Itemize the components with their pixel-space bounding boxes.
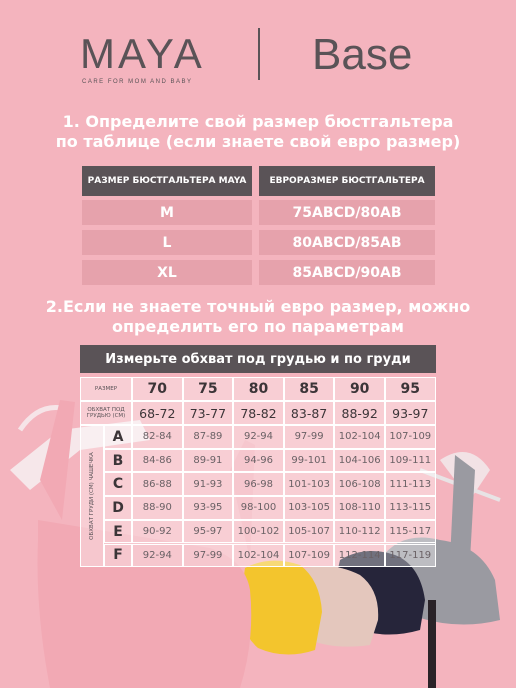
brand-tagline: CARE FOR MOM AND BABY bbox=[82, 79, 193, 85]
bust-range-cell: 98-100 bbox=[233, 496, 284, 520]
bust-range-cell: 107-109 bbox=[284, 544, 335, 568]
bust-range-cell: 95-97 bbox=[183, 520, 234, 544]
step2-heading bbox=[0, 297, 516, 337]
maya-size-cell: M bbox=[82, 200, 252, 225]
bust-range-cell: 106-108 bbox=[334, 472, 385, 496]
band-size-cell: 85 bbox=[284, 377, 335, 401]
bust-range-cell: 89-91 bbox=[183, 449, 234, 473]
bust-range-cell: 112-114 bbox=[334, 544, 385, 568]
bust-range-cell: 97-99 bbox=[284, 425, 335, 449]
underbust-range-cell: 68-72 bbox=[132, 401, 183, 425]
bust-range-cell: 100-102 bbox=[233, 520, 284, 544]
cup-letter-cell: C bbox=[104, 472, 132, 496]
band-size-cell: 95 bbox=[385, 377, 436, 401]
bust-column-label bbox=[80, 425, 104, 567]
step1-heading-line1: 1. Определите свой размер бюстгальтера bbox=[62, 112, 454, 131]
bust-range-cell: 117-119 bbox=[385, 544, 436, 568]
bust-range-cell: 102-104 bbox=[334, 425, 385, 449]
bust-range-cell: 115-117 bbox=[385, 520, 436, 544]
header-divider bbox=[258, 28, 260, 80]
bust-range-cell: 92-94 bbox=[233, 425, 284, 449]
bust-range-cell: 91-93 bbox=[183, 472, 234, 496]
bust-range-cell: 82-84 bbox=[132, 425, 183, 449]
bust-range-cell: 87-89 bbox=[183, 425, 234, 449]
euro-size-cell: 75ABCD/80AB bbox=[259, 200, 435, 225]
bust-range-cell: 107-109 bbox=[385, 425, 436, 449]
euro-size-header: ЕВРОРАЗМЕР БЮСТГАЛЬТЕРА bbox=[259, 166, 435, 196]
maya-size-header: РАЗМЕР БЮСТГАЛЬТЕРА MAYA bbox=[82, 166, 252, 196]
underbust-range-cell: 93-97 bbox=[385, 401, 436, 425]
bust-range-cell: 86-88 bbox=[132, 472, 183, 496]
cup-letter-cell: B bbox=[104, 449, 132, 473]
bust-range-cell: 113-115 bbox=[385, 496, 436, 520]
cup-letter-cell: D bbox=[104, 496, 132, 520]
bust-range-cell: 104-106 bbox=[334, 449, 385, 473]
step1-heading bbox=[0, 112, 516, 152]
bust-range-cell: 88-90 bbox=[132, 496, 183, 520]
bust-range-cell: 103-105 bbox=[284, 496, 335, 520]
bust-range-cell: 111-113 bbox=[385, 472, 436, 496]
band-size-cell: 80 bbox=[233, 377, 284, 401]
maya-size-cell: XL bbox=[82, 260, 252, 285]
step2-heading-line2: определить его по параметрам bbox=[111, 317, 405, 336]
euro-size-cell: 80ABCD/85AB bbox=[259, 230, 435, 255]
euro-size-cell: 85ABCD/90AB bbox=[259, 260, 435, 285]
cup-letter-cell: E bbox=[104, 520, 132, 544]
underbust-range-cell: 83-87 bbox=[284, 401, 335, 425]
underbust-range-cell: 73-77 bbox=[183, 401, 234, 425]
bust-column-label-text: ОБХВАТ ГРУДИ (СМ) ЧАШЕЧКА bbox=[89, 452, 95, 540]
bust-range-cell: 84-86 bbox=[132, 449, 183, 473]
step1-heading-line2: по таблице (если знаете свой евро размер) bbox=[55, 132, 461, 151]
product-name: Base bbox=[312, 30, 413, 79]
bust-range-cell: 108-110 bbox=[334, 496, 385, 520]
brand-logo bbox=[80, 30, 205, 85]
size-row-label: РАЗМЕР bbox=[80, 377, 132, 401]
bust-range-cell: 99-101 bbox=[284, 449, 335, 473]
bust-range-cell: 105-107 bbox=[284, 520, 335, 544]
cup-letter-cell: F bbox=[104, 544, 132, 568]
maya-size-cell: L bbox=[82, 230, 252, 255]
band-size-cell: 75 bbox=[183, 377, 234, 401]
bust-range-cell: 101-103 bbox=[284, 472, 335, 496]
band-size-cell: 90 bbox=[334, 377, 385, 401]
underbust-row-label: ОБХВАТ ПОД ГРУДЬЮ (СМ) bbox=[80, 401, 132, 425]
bust-range-cell: 97-99 bbox=[183, 544, 234, 568]
bust-range-cell: 93-95 bbox=[183, 496, 234, 520]
brand-name: MAYA bbox=[80, 30, 205, 77]
bust-range-cell: 96-98 bbox=[233, 472, 284, 496]
underbust-range-cell: 88-92 bbox=[334, 401, 385, 425]
bust-range-cell: 92-94 bbox=[132, 544, 183, 568]
step2-heading-line1: 2.Если не знаете точный евро размер, можно bbox=[45, 297, 471, 316]
measure-table-title: Измерьте обхват под грудью и по груди bbox=[80, 345, 436, 373]
bust-range-cell: 109-111 bbox=[385, 449, 436, 473]
bust-range-cell: 102-104 bbox=[233, 544, 284, 568]
band-size-cell: 70 bbox=[132, 377, 183, 401]
bust-range-cell: 110-112 bbox=[334, 520, 385, 544]
bust-range-cell: 94-96 bbox=[233, 449, 284, 473]
underbust-range-cell: 78-82 bbox=[233, 401, 284, 425]
bust-range-cell: 90-92 bbox=[132, 520, 183, 544]
cup-letter-cell: A bbox=[104, 425, 132, 449]
